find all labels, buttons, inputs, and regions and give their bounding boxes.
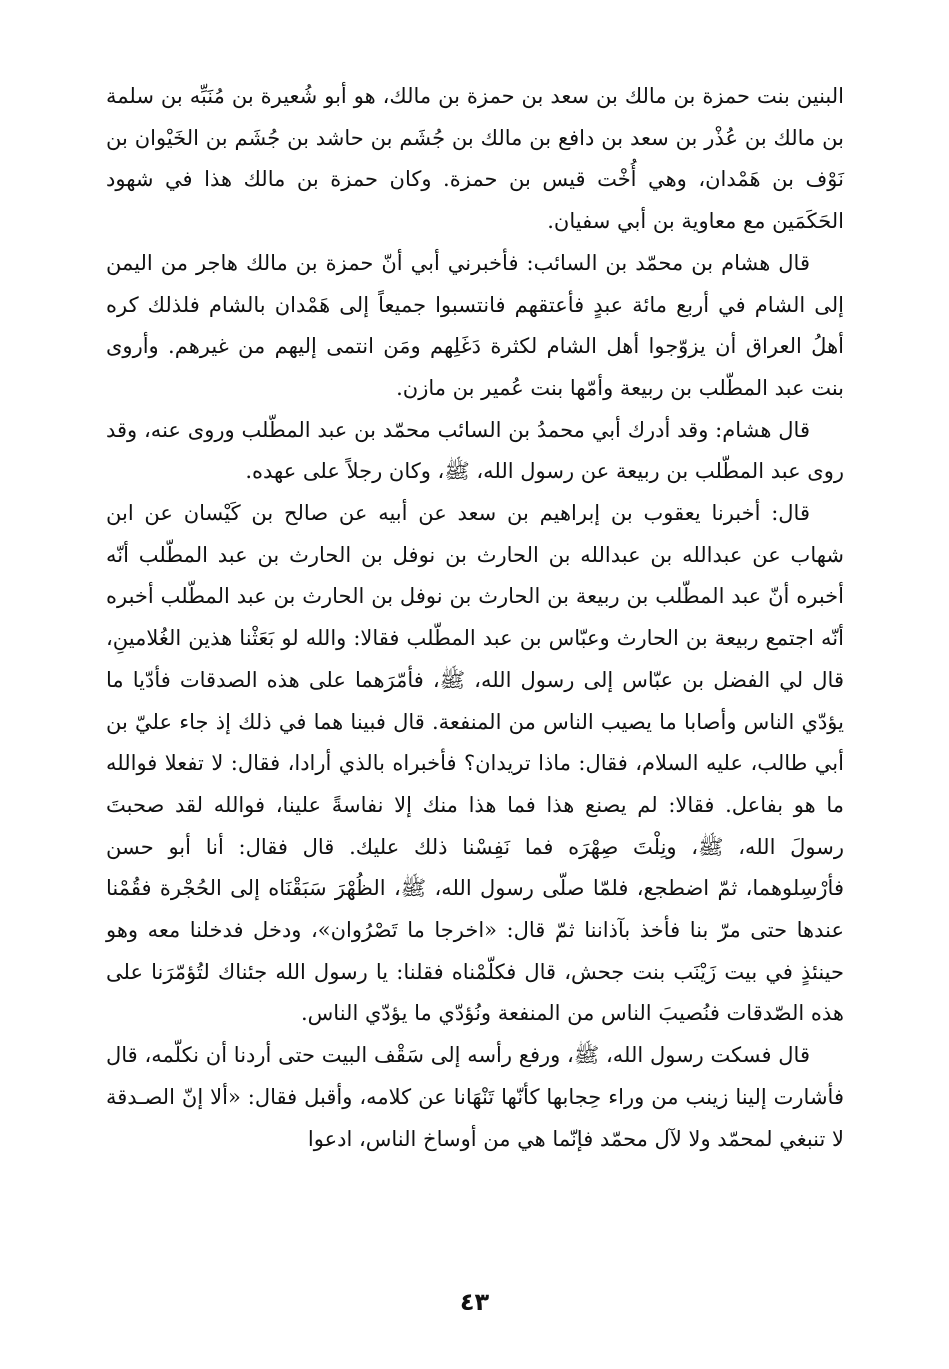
- paragraph-1: البنين بنت حمزة بن مالك بن سعد بن حمزة بن مالك، هو أبو شُعيرة بن مُنَبِّه بن سلمة بن مالك بن عُذْر بن سعد بن دافع بن مالك بن جُشَم بن حاشد بن جُشَم بن الخَيْوان بن نَوْف بن هَمْدان، وهي أُخْت قيس بن حمزة. وكان حمزة بن مالك هذا في شهود الحَكَمَين مع معاوية بن أبي سفيان.: [106, 84, 844, 234]
- paragraph-4: قال: أخبرنا يعقوب بن إبراهيم بن سعد عن أبيه عن صالح بن كَيْسان عن ابن شهاب عن عبدالله بن عبدالله بن الحارث بن نوفل بن الحارث بن عبد المطّلب أنّه أخبره أنّ عبد المطّلب بن ربيعة بن الحارث بن نوفل بن الحارث بن عبد المطّلب أخبره أنّه اجتمع ربيعة بن الحارث وعبّاس بن عبد المطّلب فقالا: والله لو بَعَثْنا هذين الغُلامينِ، قال لي الفضل بن عبّاس إلى رسول الله، ﷺ، فأمّرَهما على هذه الصدقات فأدّيا ما يؤدّي الناس وأصابا ما يصيب الناس من المنفعة. قال فبينا هما في ذلك إذ جاء عليّ بن أبي طالب، عليه السلام، فقال: ماذا تريدان؟ فأخبراه بالذي أرادا، فقال: لا تفعلا فوالله ما هو بفاعل. فقالا: لم يصنع هذا فما هذا منك إلا نفاسةً علينا، فوالله لقد صحبتَ رسولَ الله، ﷺ، ونِلْتَ صِهْرَه فما نَفِسْنا ذلك عليك. قال فقال: أنا أبو حسن فأرْسِلوهما، ثمّ اضطجع، فلمّا صلّى رسول الله، ﷺ، الظُهْرَ سَبَقْنَاه إلى الحُجْرة فقُمْنا عندها حتى مرّ بنا فأخذ بآذاننا ثمّ قال: «اخرجا ما تَصْرُوان»، ودخل فدخلنا معه وهو حينئذٍ في بيت زَيْنَب بنت جحش، قال فكلّمْناه فقلنا: يا رسول الله جئناك لتُؤمّرَنا على هذه الصّدقات فنُصيبَ الناس من المنفعة ونُؤدّي ما يؤدّي الناس.: [106, 501, 844, 1026]
- document-page: [106, 76, 844, 1276]
- paragraph-3: قال هشام: وقد أدرك أبي محمدُ بن السائب محمّد بن عبد المطّلب وروى عنه، وقد روى عبد المطّلب بن ربيعة عن رسول الله، ﷺ، وكان رجلاً على عهده.: [106, 417, 844, 484]
- page-number: ٤٣: [459, 1288, 490, 1316]
- paragraph-5: قال فسكت رسول الله، ﷺ، ورفع رأسه إلى سَقْف البيت حتى أردنا أن نكلّمه، قال فأشارت إلينا زينب من وراء حِجابها كأنّها تَنْهَانا عن كلامه، وأقبل فقال: «ألا إنّ الصـدقة لا تنبغي لمحمّد ولا لآل محمّد فإنّما هي من أوساخ الناس، ادعوا: [106, 1043, 844, 1151]
- paragraph-2: قال هشام بن محمّد بن السائب: فأخبرني أبي أنّ حمزة بن مالك هاجر من اليمن إلى الشام في أربع مائة عبدٍ فأعتقهم فانتسبوا جميعاً إلى هَمْدان بالشام فلذلك كره أهلُ العراق أن يزوّجوا أهل الشام لكثرة دَغَلِهم ومَن انتمى إليهم من غيرهم. وأروى بنت عبد المطّلب بن ربيعة وأمّها بنت عُمير بن مازن.: [106, 250, 844, 400]
